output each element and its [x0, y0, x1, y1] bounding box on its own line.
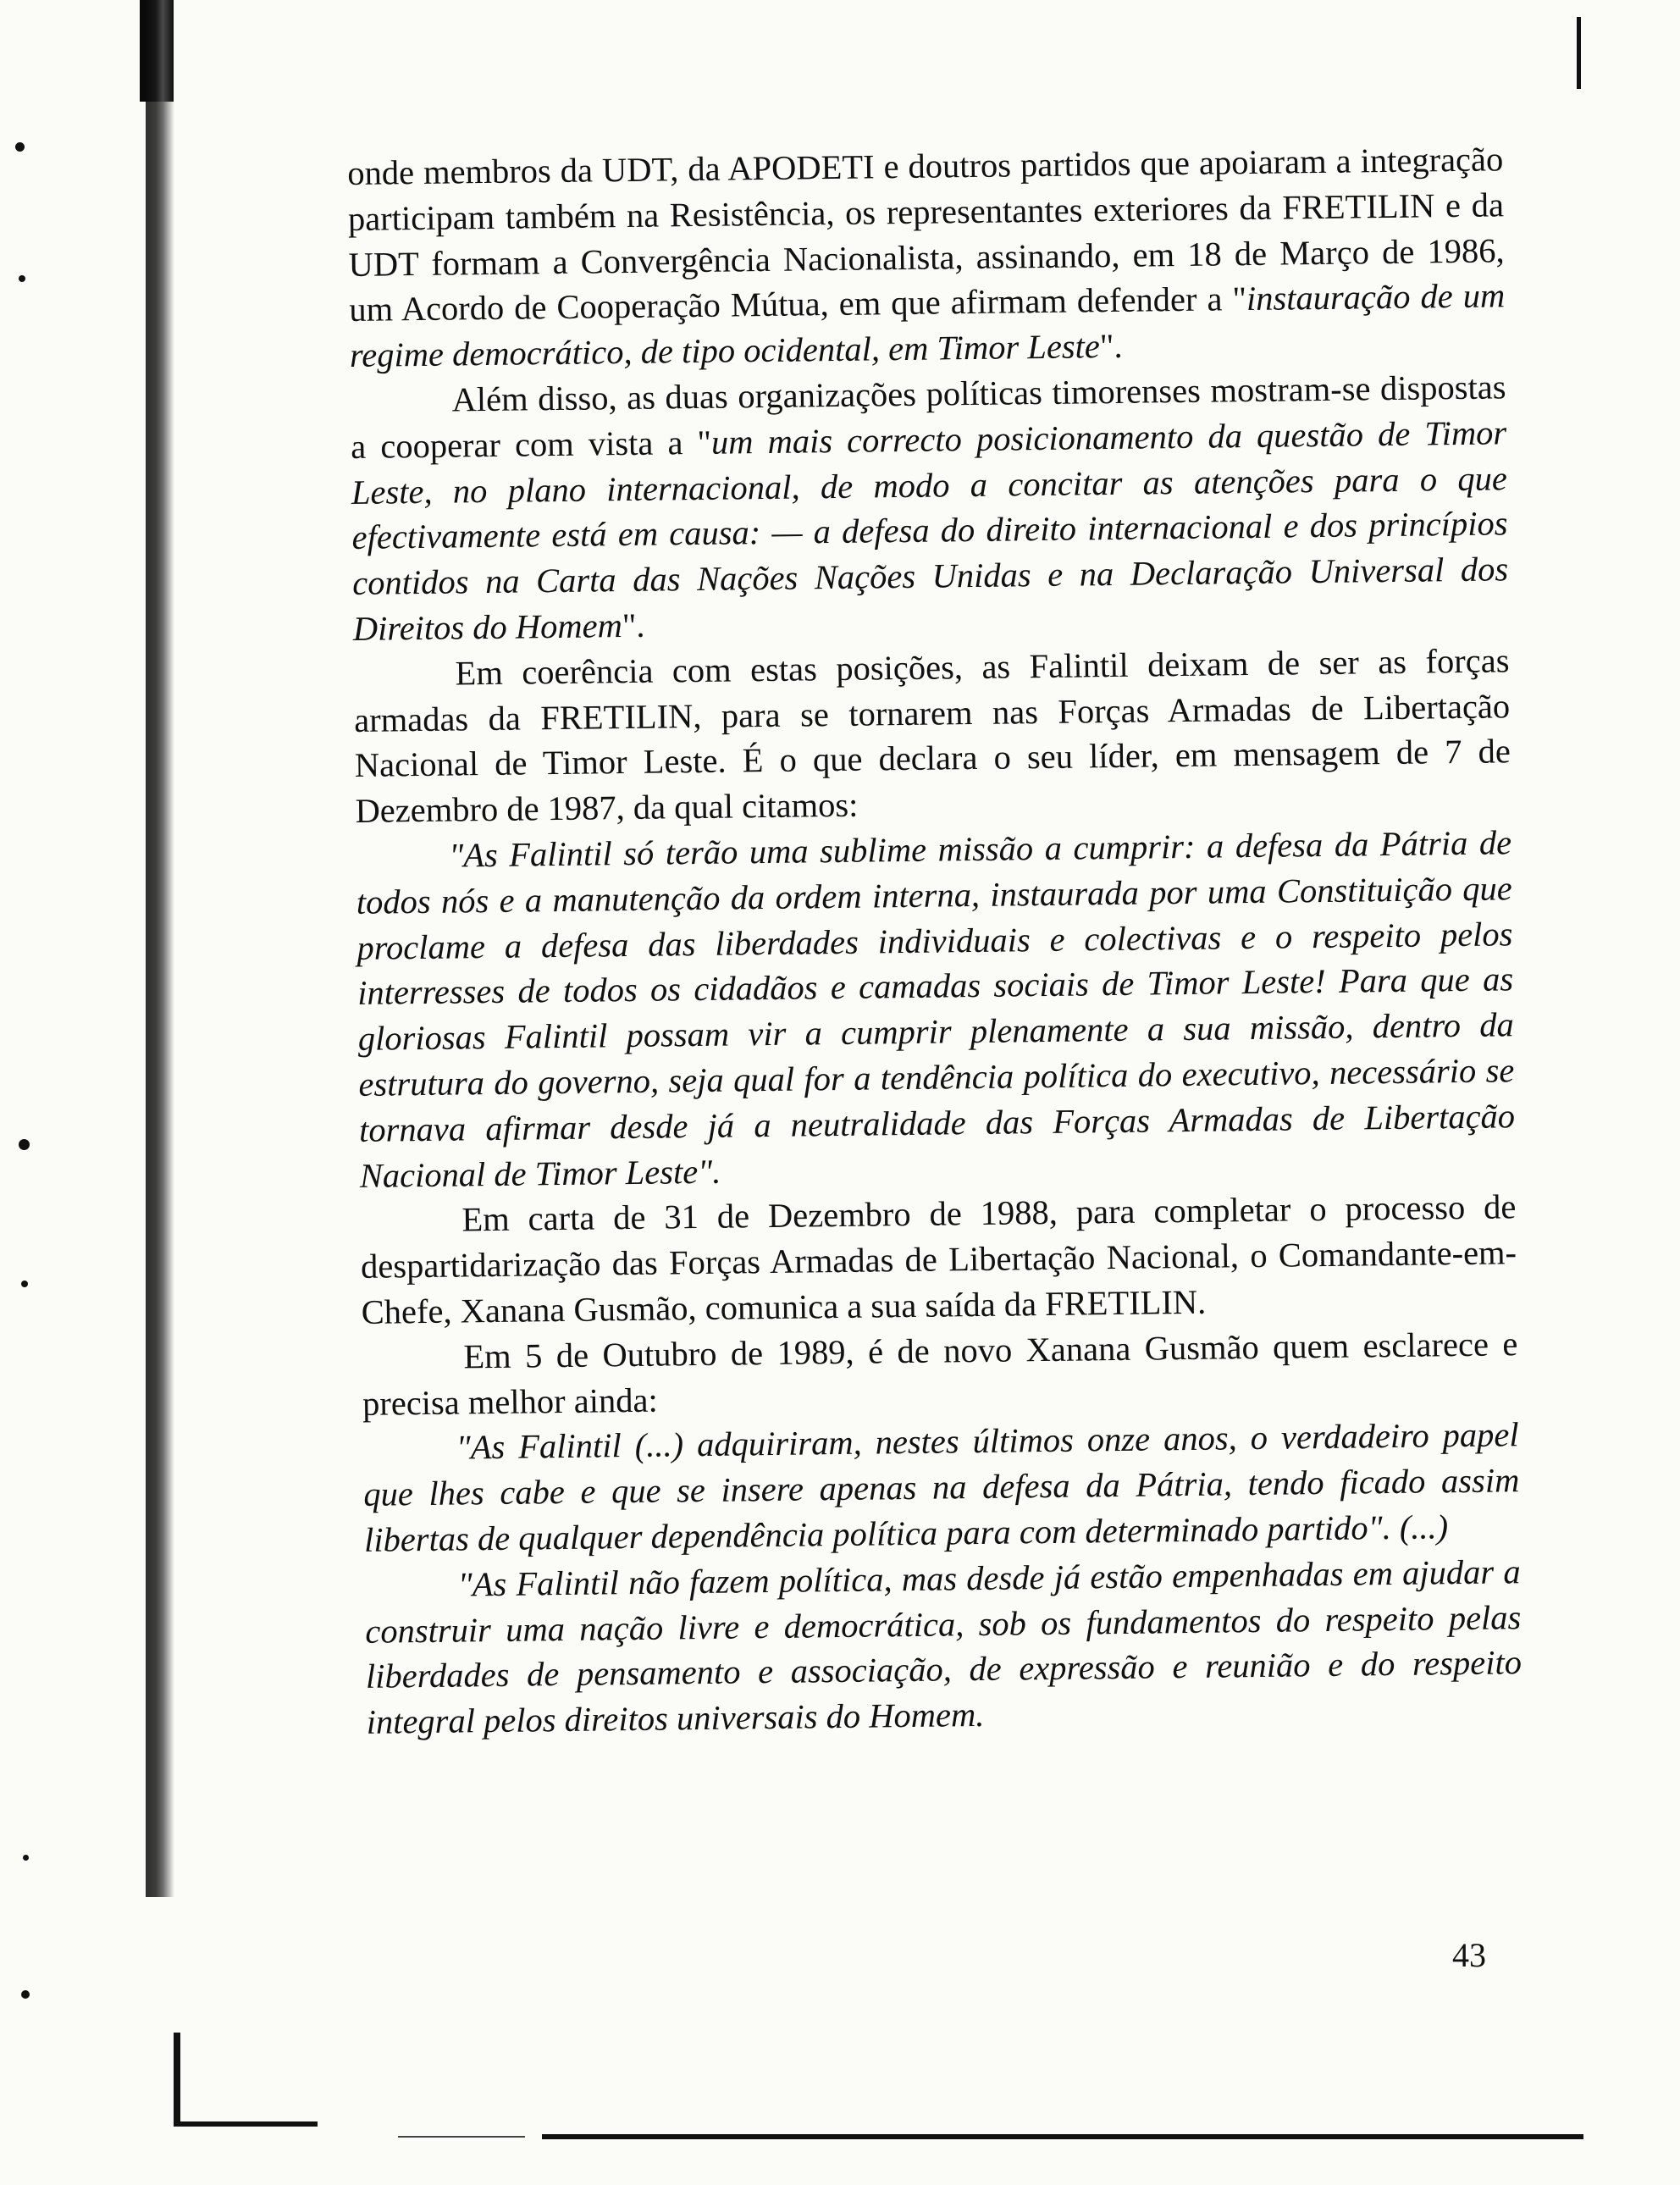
italic-quote: instauração de um regime democrático, de tipo ocidental, em Timor Leste [349, 276, 1506, 375]
block-quote [362, 1413, 1520, 1563]
scan-binding-shadow [146, 0, 174, 1897]
paragraph [360, 1185, 1517, 1336]
paragraph [362, 1321, 1518, 1426]
hole-punch-mark [19, 1139, 30, 1150]
hole-punch-mark [15, 142, 25, 152]
text-run: onde membros da UDT, da APODETI e doutros partidos que apoiaram a integração participam também na Resistência, os representantes exteriores da FRETILIN e da UDT formam a Convergência Nacionalista, assinando, em 18 de Março de 1986, um Acordo de Cooperação Mútua, em que afirmam defender a " [347, 140, 1505, 329]
text-run: ". [622, 606, 645, 645]
scan-edge-line [542, 2134, 1583, 2139]
text-run: Em coerência com estas posições, as Falintil deixam de ser as forças armadas da FRETILIN, para se tornarem nas Forças Armadas de Libertação Nacional de Timor Leste. É o que declara o seu líder, em mensagem de 7 de Dezembro de 1987, da qual citamos: [353, 641, 1511, 831]
text-run: Além disso, as duas organizações políticas timorenses mostram-se dispostas a cooperar com vista a " [350, 368, 1506, 466]
text-run: Em carta de 31 de Dezembro de 1988, para completar o processo de despartidarização das Forças Armadas de Libertação Nacional, o Comandante-em-Chefe, Xanana Gusmão, comunica a sua saída da FRETILIN. [360, 1187, 1517, 1331]
body-text [347, 136, 1522, 1745]
block-quote [356, 820, 1516, 1198]
hole-punch-mark [19, 275, 25, 282]
paragraph [350, 364, 1509, 651]
page-number: 43 [1452, 1936, 1486, 1974]
paragraph [347, 136, 1506, 379]
scan-edge-mark [174, 2121, 318, 2127]
hole-punch-mark [21, 1990, 30, 1999]
text-run: ". [1099, 327, 1123, 366]
scan-corner-mark [1577, 17, 1581, 89]
quote-text: "As Falintil só terão uma sublime missão a cumprir: a defesa da Pátria de todos nós e a manutenção da ordem interna, instaurada por uma Constituição que proclame a defesa das liberdades individuais e colectivas e o respeito pelos interresses de todos os cidadãos e camadas sociais de Timor Leste! Para que as gloriosas Falintil possam vir a cumprir plenamente a sua missão, dentro da estrutura do governo, seja qual for a tendência política do executivo, necessário se tornava afirmar desde já a neutralidade das Forças Armadas de Libertação Nacional de Timor Leste". [356, 823, 1516, 1195]
quote-text: "As Falintil não fazem política, mas desde já estão empenhadas em ajudar a construir uma nação livre e democrática, sob os fundamentos do respeito pelas liberdades de pensamento e associação, de expressão e reunião e do respeito integral pelos direitos universais do Homem. [365, 1552, 1522, 1741]
quote-text: "As Falintil (...) adquiriram, nestes últimos onze anos, o verdadeiro papel que lhes cabe e que se insere apenas na defesa da Pátria, tendo ficado assim libertas de qualquer dependência política para com determinado partido". (...) [363, 1415, 1520, 1559]
paragraph [353, 638, 1511, 834]
hole-punch-mark [21, 1281, 28, 1287]
scan-edge-mark [174, 2033, 180, 2126]
text-run: Em 5 de Outubro de 1989, é de novo Xanana Gusmão quem esclarece e precisa melhor ainda: [362, 1324, 1518, 1423]
scan-edge-line [398, 2136, 525, 2138]
hole-punch-mark [23, 1855, 29, 1861]
italic-quote: um mais correcto posicionamento da questão de Timor Leste, no plano internacional, de modo a concitar as atenções para o que efectivamente está em causa: — a defesa do direito internacional e dos princípios contidos na Carta das Nações Nações Unidas e na Declaração Universal dos Direitos do Homem [351, 413, 1509, 648]
block-quote [364, 1549, 1522, 1745]
